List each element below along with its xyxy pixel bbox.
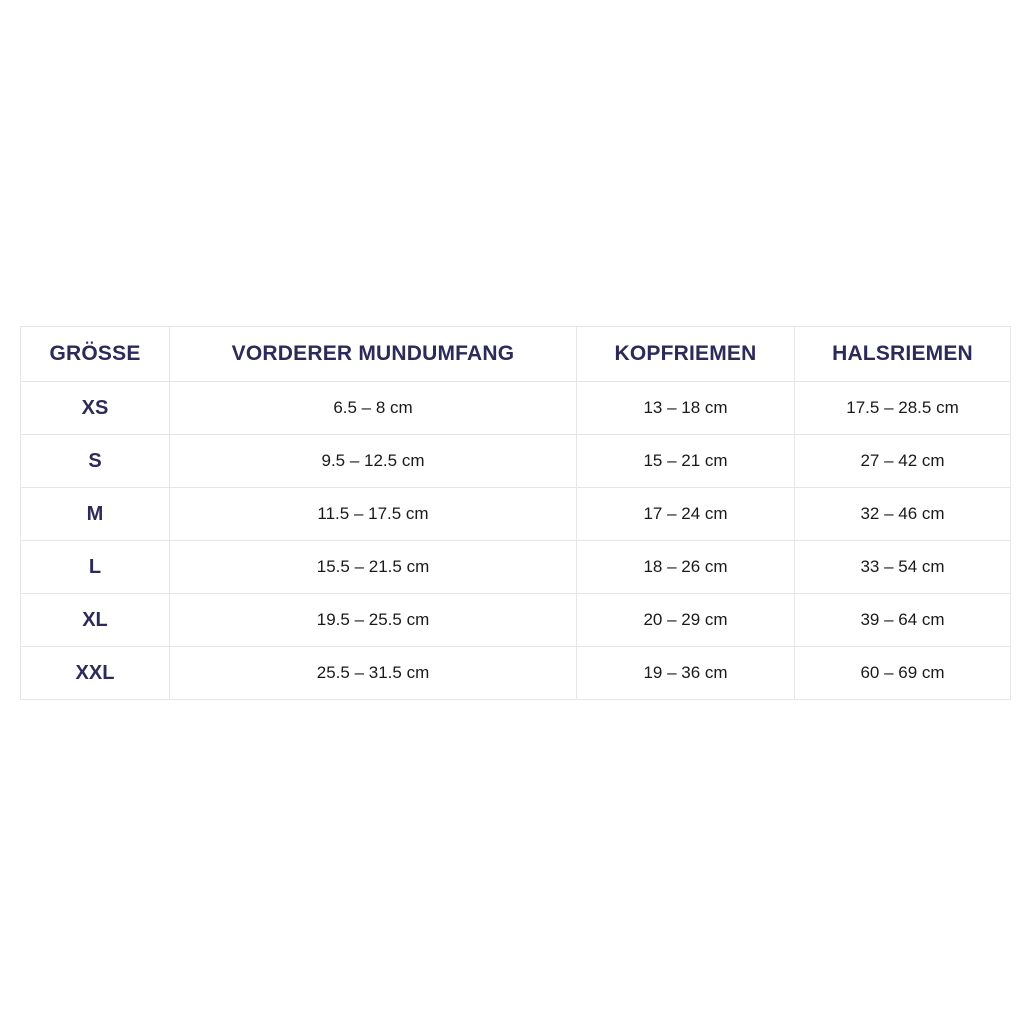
mouth-cell: 15.5 – 21.5 cm (170, 541, 577, 594)
neck-strap-cell: 32 – 46 cm (795, 488, 1011, 541)
header-mouth-circumference: VORDERER MUNDUMFANG (170, 327, 577, 382)
table-row (21, 488, 1011, 541)
size-cell: L (21, 541, 170, 594)
table-row (21, 594, 1011, 647)
head-strap-cell: 15 – 21 cm (577, 435, 795, 488)
mouth-cell: 6.5 – 8 cm (170, 382, 577, 435)
head-strap-cell: 18 – 26 cm (577, 541, 795, 594)
neck-strap-cell: 33 – 54 cm (795, 541, 1011, 594)
neck-strap-cell: 60 – 69 cm (795, 647, 1011, 700)
size-cell: S (21, 435, 170, 488)
mouth-cell: 9.5 – 12.5 cm (170, 435, 577, 488)
table-header (21, 327, 1011, 382)
head-strap-cell: 13 – 18 cm (577, 382, 795, 435)
table-body (21, 382, 1011, 700)
size-chart-table (20, 326, 1011, 700)
header-head-strap: KOPFRIEMEN (577, 327, 795, 382)
size-cell: M (21, 488, 170, 541)
mouth-cell: 19.5 – 25.5 cm (170, 594, 577, 647)
header-neck-strap: HALSRIEMEN (795, 327, 1011, 382)
mouth-cell: 11.5 – 17.5 cm (170, 488, 577, 541)
table-row (21, 541, 1011, 594)
size-cell: XS (21, 382, 170, 435)
table-row (21, 647, 1011, 700)
size-cell: XL (21, 594, 170, 647)
size-cell: XXL (21, 647, 170, 700)
table-row (21, 435, 1011, 488)
head-strap-cell: 17 – 24 cm (577, 488, 795, 541)
head-strap-cell: 20 – 29 cm (577, 594, 795, 647)
head-strap-cell: 19 – 36 cm (577, 647, 795, 700)
mouth-cell: 25.5 – 31.5 cm (170, 647, 577, 700)
header-size: GRÖSSE (21, 327, 170, 382)
neck-strap-cell: 17.5 – 28.5 cm (795, 382, 1011, 435)
neck-strap-cell: 39 – 64 cm (795, 594, 1011, 647)
header-row (21, 327, 1011, 382)
table-row (21, 382, 1011, 435)
neck-strap-cell: 27 – 42 cm (795, 435, 1011, 488)
